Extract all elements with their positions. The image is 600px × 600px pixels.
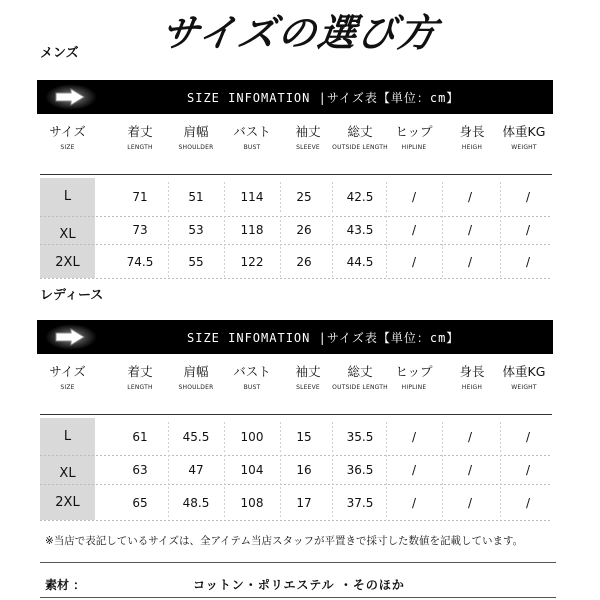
size-cell: 2XL xyxy=(40,244,95,278)
header-sleeve: 袖丈 SLEEVE xyxy=(295,364,321,391)
cell-hipline: / xyxy=(411,496,417,510)
header-bust: バスト BUST xyxy=(233,124,271,151)
cell-outside-length: 44.5 xyxy=(346,255,374,269)
cell-shoulder: 48.5 xyxy=(182,496,210,510)
header-outside-length: 総丈 OUTSIDE LENGTH xyxy=(332,124,388,151)
cell-hipline: / xyxy=(411,255,417,269)
header-weight: 体重KG WEIGHT xyxy=(502,124,546,151)
cell-shoulder: 51 xyxy=(188,190,204,204)
cell-bust: 108 xyxy=(240,496,264,510)
column-divider xyxy=(386,247,387,277)
column-divider xyxy=(442,487,443,517)
footer-divider-bottom xyxy=(40,597,556,598)
cell-height: / xyxy=(467,463,473,477)
cell-weight: / xyxy=(525,496,531,510)
column-divider xyxy=(224,455,225,485)
cell-length: 61 xyxy=(132,430,148,444)
cell-hipline: / xyxy=(411,463,417,477)
header-weight: 体重KG WEIGHT xyxy=(502,364,546,391)
cell-weight: / xyxy=(525,190,531,204)
mens-section-label: メンズ xyxy=(40,46,79,61)
cell-shoulder: 55 xyxy=(188,255,204,269)
cell-sleeve: 26 xyxy=(296,223,312,237)
page-title: サイズの選び方 xyxy=(157,11,442,55)
cell-bust: 100 xyxy=(240,430,264,444)
womens-table-header xyxy=(40,362,552,415)
size-cell: XL xyxy=(40,455,95,493)
cell-hipline: / xyxy=(411,190,417,204)
header-length: 着丈 LENGTH xyxy=(127,124,153,151)
size-cell: XL xyxy=(40,216,95,254)
column-divider xyxy=(500,247,501,277)
cell-shoulder: 47 xyxy=(188,463,204,477)
column-divider xyxy=(500,422,501,452)
column-divider xyxy=(332,422,333,452)
cell-sleeve: 17 xyxy=(296,496,312,510)
cell-length: 73 xyxy=(132,223,148,237)
cell-weight: / xyxy=(525,223,531,237)
banner-text: SIZE INFOMATION |サイズ表【単位：cm】 xyxy=(187,91,460,105)
material-label: 素材 ： xyxy=(45,578,86,592)
column-divider xyxy=(280,247,281,277)
column-divider xyxy=(500,455,501,485)
column-divider xyxy=(386,487,387,517)
column-divider xyxy=(280,422,281,452)
cell-bust: 114 xyxy=(240,190,264,204)
column-divider xyxy=(332,247,333,277)
cell-outside-length: 36.5 xyxy=(346,463,374,477)
arrow-right-icon xyxy=(55,328,85,346)
column-divider xyxy=(386,182,387,212)
column-divider xyxy=(280,216,281,246)
cell-height: / xyxy=(467,255,473,269)
measurement-note: ※当店で表記しているサイズは、全アイテム当店スタッフが平置きで採寸した数値を記載しています。 xyxy=(45,535,524,547)
column-divider xyxy=(280,455,281,485)
size-cell: 2XL xyxy=(40,484,95,520)
womens-section-label: レディース xyxy=(40,288,104,303)
cell-bust: 104 xyxy=(240,463,264,477)
column-divider xyxy=(224,182,225,212)
header-size: サイズ SIZE xyxy=(49,124,86,151)
cell-shoulder: 53 xyxy=(188,223,204,237)
header-height: 身長 HEIGH xyxy=(459,124,485,151)
header-outside-length: 総丈 OUTSIDE LENGTH xyxy=(332,364,388,391)
column-divider xyxy=(442,455,443,485)
cell-sleeve: 26 xyxy=(296,255,312,269)
column-divider xyxy=(332,487,333,517)
column-divider xyxy=(168,422,169,452)
column-divider xyxy=(168,216,169,246)
column-divider xyxy=(224,247,225,277)
cell-bust: 122 xyxy=(240,255,264,269)
column-divider xyxy=(224,487,225,517)
column-divider xyxy=(386,455,387,485)
column-divider xyxy=(500,216,501,246)
column-divider xyxy=(224,216,225,246)
cell-sleeve: 25 xyxy=(296,190,312,204)
cell-weight: / xyxy=(525,430,531,444)
cell-hipline: / xyxy=(411,430,417,444)
womens-size-banner xyxy=(37,320,553,354)
column-divider xyxy=(168,487,169,517)
column-divider xyxy=(500,487,501,517)
column-divider xyxy=(332,182,333,212)
header-length: 着丈 LENGTH xyxy=(127,364,153,391)
column-divider xyxy=(442,422,443,452)
cell-length: 63 xyxy=(132,463,148,477)
cell-sleeve: 15 xyxy=(296,430,312,444)
header-shoulder: 肩幅 SHOULDER xyxy=(178,124,214,151)
column-divider xyxy=(168,455,169,485)
size-cell: L xyxy=(40,178,95,216)
cell-outside-length: 43.5 xyxy=(346,223,374,237)
material-value: コットン・ポリエステル ・そのほか xyxy=(193,578,405,592)
column-divider xyxy=(332,455,333,485)
column-divider xyxy=(280,487,281,517)
mens-table-header xyxy=(40,122,552,175)
cell-shoulder: 45.5 xyxy=(182,430,210,444)
cell-weight: / xyxy=(525,255,531,269)
header-shoulder: 肩幅 SHOULDER xyxy=(178,364,214,391)
cell-height: / xyxy=(467,223,473,237)
cell-length: 65 xyxy=(132,496,148,510)
column-divider xyxy=(168,247,169,277)
cell-outside-length: 37.5 xyxy=(346,496,374,510)
column-divider xyxy=(332,216,333,246)
column-divider xyxy=(386,422,387,452)
column-divider xyxy=(442,216,443,246)
banner-text: SIZE INFOMATION |サイズ表【単位：cm】 xyxy=(187,331,460,345)
size-cell: L xyxy=(40,418,95,456)
header-size: サイズ SIZE xyxy=(49,364,86,391)
column-divider xyxy=(442,247,443,277)
column-divider xyxy=(280,182,281,212)
header-height: 身長 HEIGH xyxy=(459,364,485,391)
footer-divider xyxy=(40,562,556,563)
column-divider xyxy=(500,182,501,212)
cell-outside-length: 42.5 xyxy=(346,190,374,204)
cell-length: 74.5 xyxy=(126,255,154,269)
cell-hipline: / xyxy=(411,223,417,237)
header-bust: バスト BUST xyxy=(233,364,271,391)
header-hipline: ヒップ HIPLINE xyxy=(395,124,433,151)
cell-height: / xyxy=(467,496,473,510)
column-divider xyxy=(224,422,225,452)
cell-sleeve: 16 xyxy=(296,463,312,477)
cell-height: / xyxy=(467,430,473,444)
header-hipline: ヒップ HIPLINE xyxy=(395,364,433,391)
column-divider xyxy=(168,182,169,212)
arrow-right-icon xyxy=(55,88,85,106)
cell-weight: / xyxy=(525,463,531,477)
header-sleeve: 袖丈 SLEEVE xyxy=(295,124,321,151)
cell-height: / xyxy=(467,190,473,204)
column-divider xyxy=(442,182,443,212)
cell-outside-length: 35.5 xyxy=(346,430,374,444)
cell-bust: 118 xyxy=(240,223,264,237)
mens-size-banner xyxy=(37,80,553,114)
cell-length: 71 xyxy=(132,190,148,204)
column-divider xyxy=(386,216,387,246)
